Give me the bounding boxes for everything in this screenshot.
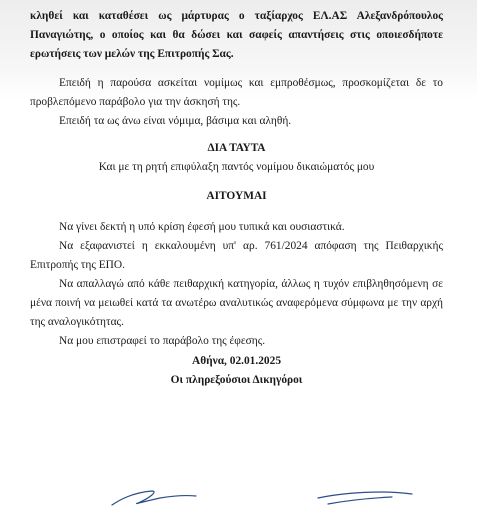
date-place: Αθήνα, 02.01.2025 — [191, 354, 282, 367]
signatories-label: Οι πληρεξούσιοι Δικηγόροι — [170, 373, 303, 386]
signatures — [0, 484, 477, 507]
request-item: Να μου επιστραφεί το παράβολο της έφεσης. — [59, 335, 266, 348]
document-body — [30, 7, 443, 390]
fee-paragraph: Επειδή η παρούσα ασκείται νομίμως και εμπροθέσμως, προσκομίζεται δε το προβλεπόμενο παράβολο για την άσκησή της. — [30, 77, 443, 109]
request-item: Να εξαφανιστεί η εκκαλουμένη υπ' αρ. 761/2024 απόφαση της Πειθαρχικής Επιτροπής της ΕΠΟ. — [30, 239, 443, 272]
heading-dia-tauta: ΔΙΑ ΤΑΥΤΑ — [207, 141, 266, 154]
reservation-line: Και με τη ρητή επιφύλαξη παντός νομίμου δικαιώματός μου — [98, 160, 375, 173]
intro-paragraph: κληθεί και καταθέσει ως μάρτυρας ο ταξίαρχος ΕΛ.ΑΣ Αλεξανδρόπουλος Παναγιώτης, ο οποίος και θα δώσει και σαφείς απαντήσεις στις οποιεσδήποτε ερωτήσεις των μελών της Επιτροπής Σας. — [30, 10, 443, 61]
valid-paragraph: Επειδή τα ως άνω είναι νόμιμα, βάσιμα και αληθή. — [59, 115, 292, 128]
heading-aitoumai: ΑΙΤΟΥΜΑΙ — [206, 189, 267, 202]
request-item: Να γίνει δεκτή η υπό κρίση έφεσή μου τυπικά και ουσιαστικά. — [59, 220, 345, 233]
signature-left — [112, 491, 196, 505]
request-item: Να απαλλαγώ από κάθε πειθαρχική κατηγορία, άλλως η τυχόν επιβληθησόμενη σε μένα ποινή να μειωθεί κατά τα ανωτέρω αναλυτικώς αναφερόμενα σύμφωνα με την αρχή της αναλογικότητας. — [30, 278, 443, 329]
signature-right — [318, 492, 412, 504]
